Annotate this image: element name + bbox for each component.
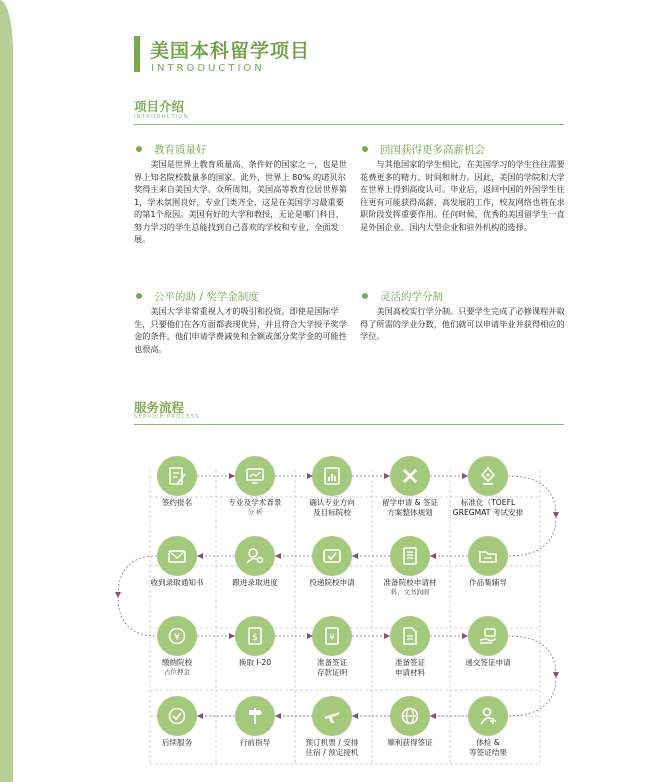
step-track-admission <box>215 536 295 588</box>
step-label: 行前指导 <box>239 738 271 747</box>
signpost-icon <box>245 706 265 726</box>
step-application-plan <box>370 456 450 518</box>
step-deposit-proof <box>292 616 372 678</box>
block-text: 与其他国家的学生相比，在美国学习的学生往往需要花费更多的精力、时间和财力。因此，美国的学院和大学在世界上得到高度认可。毕业后，返回中国的外国学生往往更有可能获得高薪、高发展的工作，校友网络也将在求职阶段发挥重要作用。任何时候，优秀的美国留学生一直是外国企业、国内大型企业和驻外机构的选择。 <box>360 159 565 232</box>
document-chart-icon <box>322 466 342 486</box>
block-text: 美国高校实行学分制。只要学生完成了必修课程并取得了所需的学业分数，他们就可以申请毕业并获得相应的学位。 <box>360 306 565 341</box>
step-label: 投递院校申请 <box>309 578 355 587</box>
step-confirm-major <box>292 456 372 518</box>
step-label: 递交签证申请 <box>465 658 511 667</box>
step-label: 体检 & <box>476 738 500 747</box>
yen-coin-icon <box>167 626 187 646</box>
money-doc-icon <box>245 626 265 646</box>
step-sublabel: 存款证明 <box>316 668 348 677</box>
file-list-icon <box>400 546 420 566</box>
step-receive-admission <box>137 536 217 588</box>
pen-nib-icon <box>478 466 498 486</box>
block-title: 回国获得更多高薪机会 <box>380 143 485 156</box>
step-pre-departure <box>215 696 295 748</box>
step-visa-materials <box>370 616 450 678</box>
document-icon <box>400 626 420 646</box>
step-sublabel: 住宿 / 预定接机 <box>305 748 359 757</box>
check-circle-icon <box>167 706 187 726</box>
step-exam-arrangement <box>448 456 528 518</box>
step-pay-deposit <box>137 616 217 677</box>
step-label: 标准化（TOEFL <box>460 498 516 507</box>
step-medical-exam <box>448 696 528 758</box>
step-label: 专业及学术背景 <box>228 498 282 507</box>
step-label: 准备签证 <box>394 658 426 667</box>
block-title: 灵活的学分制 <box>380 290 443 303</box>
step-label: 预订机票 / 安排 <box>305 738 359 747</box>
block-title: 教育质量好 <box>154 143 207 156</box>
step-follow-up <box>137 696 217 748</box>
hand-card-icon <box>478 626 498 646</box>
step-get-i20 <box>215 616 295 668</box>
step-visa-granted <box>370 696 450 748</box>
svg-text:¥: ¥ <box>329 633 335 643</box>
screen-chart-icon <box>245 466 265 486</box>
page-title: 美国本科留学项目 <box>150 40 311 62</box>
search-person-icon <box>245 546 265 566</box>
pencil-ruler-icon <box>400 466 420 486</box>
step-label: 作品集辅导 <box>469 578 507 587</box>
step-label: 跟进录取进度 <box>232 578 278 587</box>
svg-text:¥: ¥ <box>173 632 181 643</box>
step-sublabel: 申请材料 <box>394 668 426 677</box>
step-label: 后续服务 <box>161 738 193 747</box>
step-sublabel: 等签证结果 <box>469 748 507 757</box>
step-label: 准备签证 <box>316 658 348 667</box>
sign-icon <box>167 466 187 486</box>
step-label: 准备院校申请材 <box>383 578 437 587</box>
step-label: 确认专业方向 <box>309 498 355 507</box>
medical-person-icon <box>478 706 498 726</box>
step-label: 换取 I-20 <box>238 658 272 667</box>
page-subtitle: INTRODUCTION <box>151 63 265 74</box>
globe-icon <box>400 706 420 726</box>
step-sublabel: 料、文书润面 <box>390 588 430 596</box>
block-title: 公平的助 / 奖学金制度 <box>154 290 259 303</box>
step-sign-up <box>137 456 217 508</box>
step-prepare-materials <box>370 536 450 597</box>
mail-icon <box>167 546 187 566</box>
step-book-flights <box>292 696 372 758</box>
intro-subheading: INTRODUCTION <box>134 114 189 120</box>
step-sublabel: 方案整体规划 <box>387 508 433 517</box>
step-background-analysis <box>215 456 295 517</box>
folder-icon <box>478 546 498 566</box>
block-text: 美国大学非常重视人才的吸引和投资。即使是国际学生，只要他们在各方面都表现优异，并且符合大学授予奖学金的条件，他们申请学费减免和全额或部分奖学金的可能性也很高。 <box>134 306 347 354</box>
service-heading: 服务流程 <box>134 400 185 415</box>
step-label: 签约报名 <box>161 498 193 507</box>
block-text: 美国是世界上教育质量高、条件好的国家之一，也是世界上知名院校数量多的国家。此外，世界上 80% 的诺贝尔奖得主来自美国大学。众所周知，美国高等教育位居世界第1，学术氛围良好，专业门类齐全，这是在美国学习最重要的第1个原因。美国有好的大学和教授，无论是哪门科目，努力学习的学生总能找到自己喜欢的学校和专业，全面发展。 <box>134 159 347 244</box>
step-label: 顺利获得签证 <box>387 738 433 747</box>
step-submit-visa <box>448 616 528 668</box>
step-portfolio <box>448 536 528 588</box>
svg-text:$: $ <box>252 633 258 643</box>
step-sublabel: 占位押金 <box>164 668 190 676</box>
plane-icon <box>322 706 342 726</box>
intro-heading: 项目介绍 <box>134 99 185 114</box>
step-label: 缴纳院校 <box>161 658 193 667</box>
service-subheading: SERVICE PROCESS <box>134 414 200 420</box>
step-sublabel: 及目标院校 <box>313 508 351 517</box>
step-sublabel: 分 析 <box>247 508 263 516</box>
yen-doc-icon <box>322 626 342 646</box>
step-label: 收到录取通知书 <box>150 578 204 587</box>
step-label: 留学申请 & 签证 <box>381 498 439 507</box>
step-submit-application <box>292 536 372 588</box>
step-sublabel: GREGMAT 考试安排 <box>452 508 524 517</box>
check-icon <box>322 546 342 566</box>
